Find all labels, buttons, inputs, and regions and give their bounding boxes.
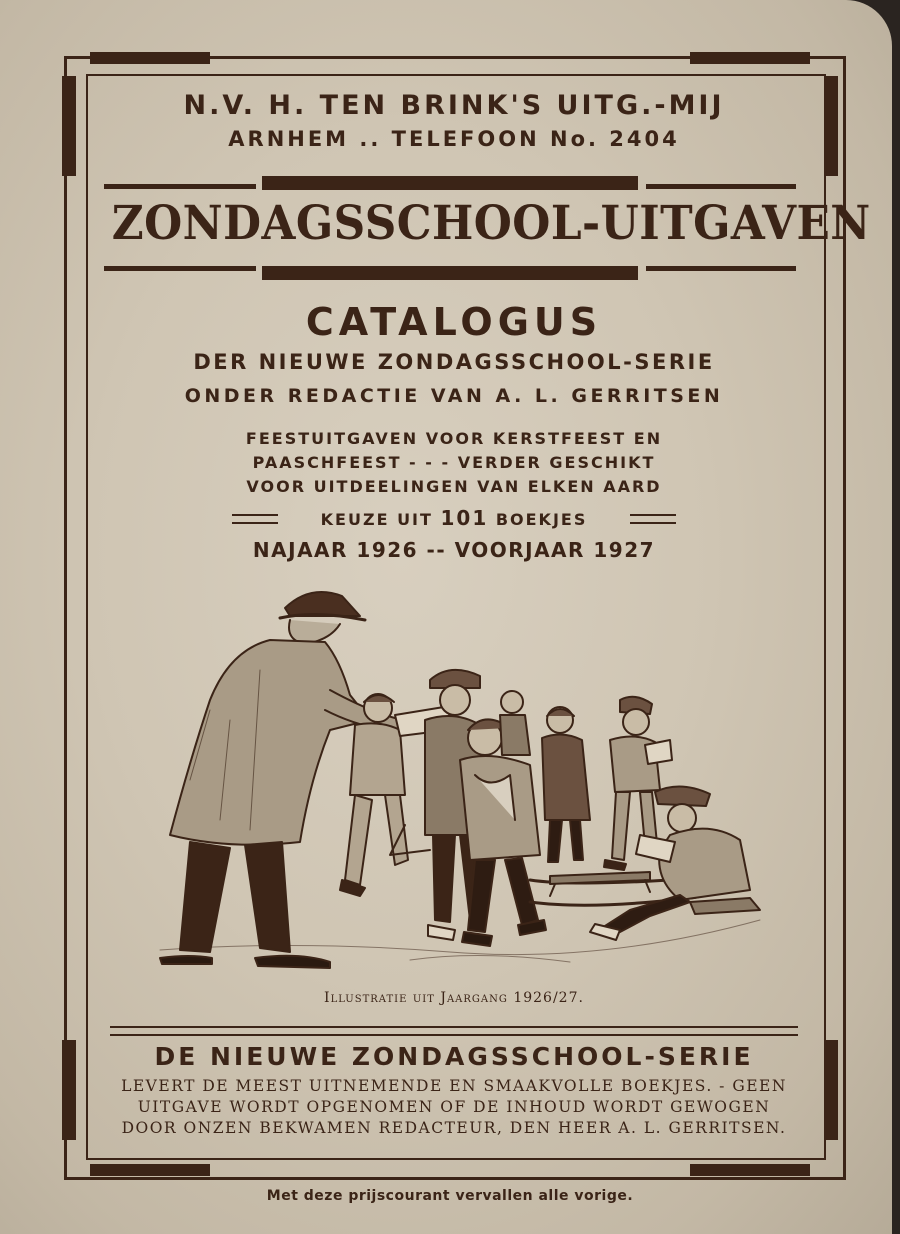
title-rule — [646, 184, 796, 189]
frame-ornament — [690, 52, 810, 64]
description-line: VOOR UITDEELINGEN VAN ELKEN AARD — [246, 477, 662, 496]
catalog-editor: ONDER REDACTIE VAN A. L. GERRITSEN — [184, 385, 724, 407]
illustration-caption: Illustratie uit Jaargang 1926/27. — [324, 990, 584, 1006]
frame-ornament — [62, 1040, 76, 1140]
title-bar — [262, 266, 638, 280]
choice-line — [86, 506, 822, 530]
choice-count: 101 — [440, 506, 489, 530]
description-line: FEESTUITGAVEN VOOR KERSTFEEST EN — [245, 429, 663, 448]
title-rule — [104, 184, 256, 189]
footer-body — [86, 1076, 822, 1139]
series-title: ZONDAGSSCHOOL-UITGAVEN — [111, 196, 871, 251]
catalog-subtitle: DER NIEUWE ZONDAGSSCHOOL-SERIE — [193, 350, 715, 374]
catalog-heading: CATALOGUS — [305, 300, 603, 344]
footer-title: DE NIEUWE ZONDAGSSCHOOL-SERIE — [154, 1042, 754, 1071]
bottom-note: Met deze prijscourant vervallen alle vorige. — [266, 1188, 634, 1204]
choice-prefix: KEUZE UIT — [320, 510, 433, 529]
description-line: PAASCHFEEST - - - VERDER GESCHIKT — [252, 453, 656, 472]
footer-line: UITGAVE WORDT OPGENOMEN OF DE INHOUD WORDT GEWOGEN — [137, 1098, 771, 1116]
title-bar — [262, 176, 638, 190]
frame-ornament — [62, 76, 76, 176]
footer-rule — [110, 1026, 798, 1036]
footer-line: DOOR ONZEN BEKWAMEN REDACTEUR, DEN HEER A. L. GERRITSEN. — [121, 1119, 787, 1137]
frame-ornament — [90, 1164, 210, 1176]
description — [86, 427, 822, 499]
choice-suffix: BOEKJES — [495, 510, 588, 529]
season: NAJAAR 1926 -- VOORJAAR 1927 — [252, 538, 656, 562]
publisher-address: ARNHEM .. TELEFOON No. 2404 — [228, 127, 680, 151]
winter-scene-illustration — [150, 580, 770, 980]
frame-ornament — [90, 52, 210, 64]
frame-ornament — [824, 76, 838, 176]
frame-ornament — [824, 1040, 838, 1140]
publisher-name: N.V. H. TEN BRINK'S UITG.-MIJ — [183, 90, 725, 121]
title-rule — [646, 266, 796, 271]
choice-right-rule — [630, 514, 676, 524]
frame-ornament — [690, 1164, 810, 1176]
title-rule — [104, 266, 256, 271]
footer-line: LEVERT DE MEEST UITNEMENDE EN SMAAKVOLLE BOEKJES. - GEEN — [121, 1077, 787, 1095]
